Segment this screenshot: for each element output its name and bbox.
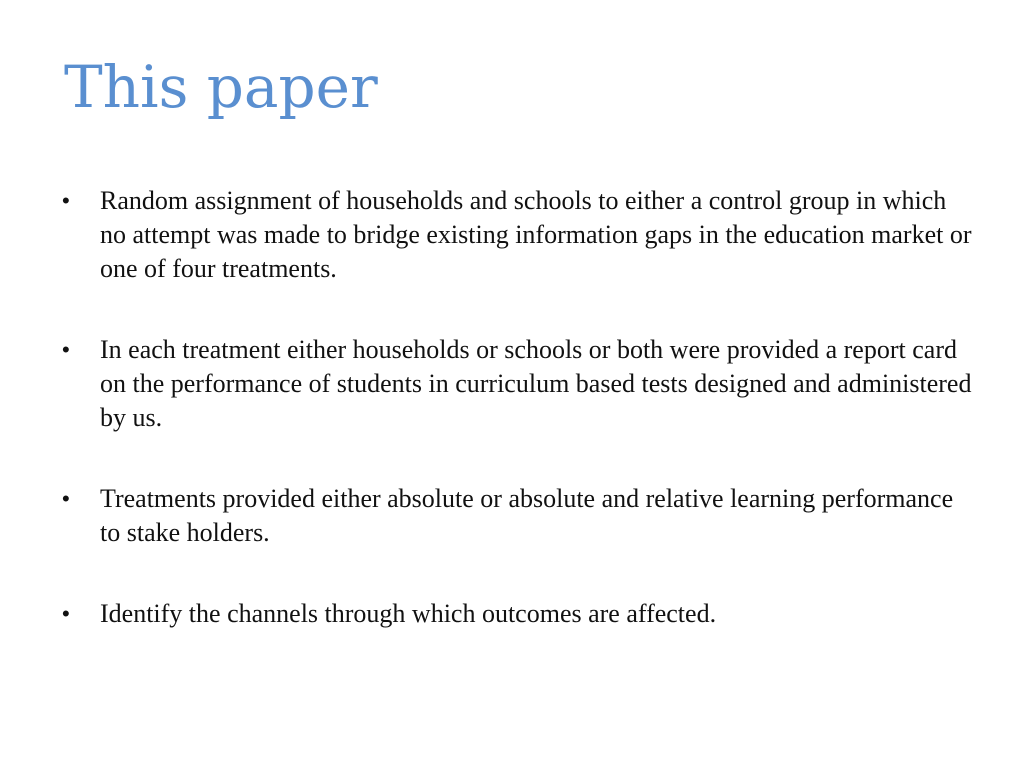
bullet-item	[62, 333, 972, 435]
bullet-text: Random assignment of households and schools to either a control group in which no attempt was made to bridge existing information gaps in the education market or one of four treatments.	[100, 186, 972, 283]
bullet-text: Identify the channels through which outcomes are affected.	[100, 599, 717, 628]
bullet-text: Treatments provided either absolute or absolute and relative learning performance to stake holders.	[100, 484, 954, 547]
bullet-dot-icon: •	[62, 601, 70, 626]
bullet-item	[62, 597, 972, 631]
slide-title: This paper	[64, 53, 378, 121]
bullet-dot-icon: •	[62, 188, 70, 213]
bullet-item	[62, 184, 972, 286]
bullet-list	[62, 184, 972, 631]
bullet-item	[62, 482, 972, 550]
bullet-dot-icon: •	[62, 486, 70, 511]
bullet-dot-icon: •	[62, 337, 70, 362]
bullet-text: In each treatment either households or schools or both were provided a report card on the performance of students in curriculum based tests designed and administered by us.	[100, 335, 972, 432]
